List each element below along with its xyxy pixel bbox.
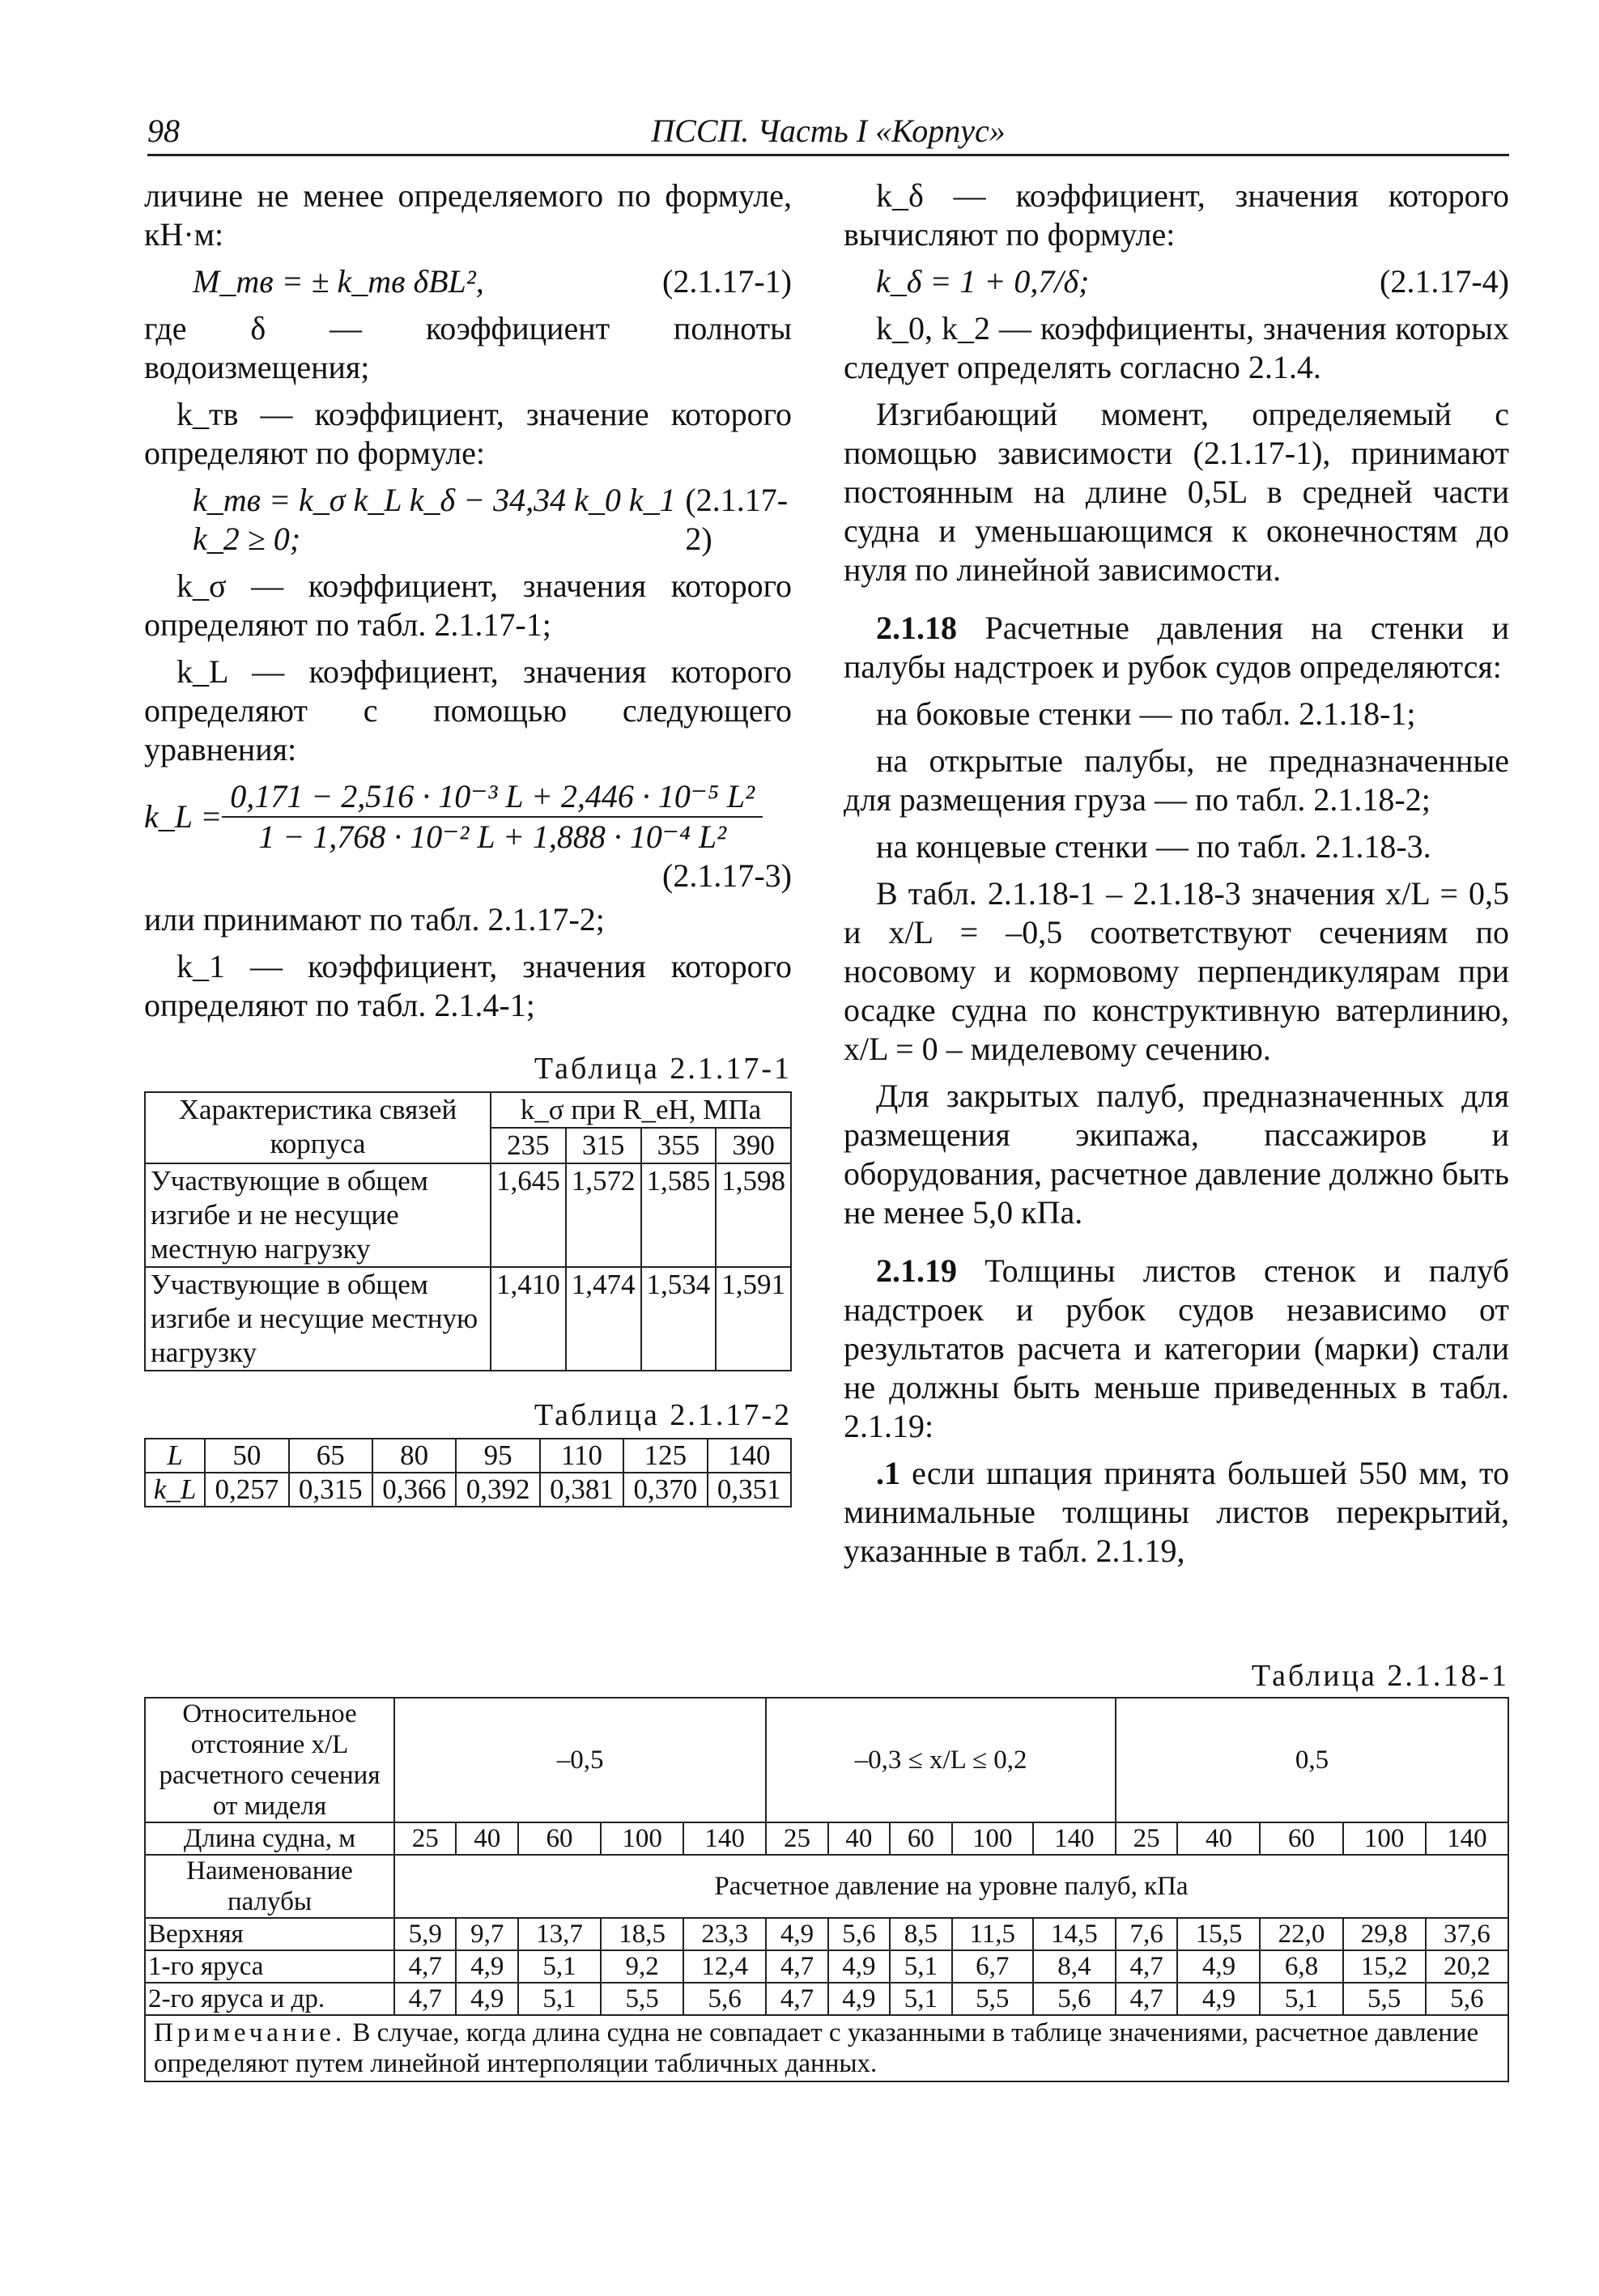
table-cell: 6,7 — [952, 1950, 1033, 1983]
table-cell: 5,1 — [518, 1950, 601, 1983]
table-cell: 5,5 — [601, 1983, 683, 2015]
table-cell: 9,2 — [601, 1950, 683, 1983]
table-cell: 5,5 — [952, 1983, 1033, 2015]
table-row — [145, 1822, 1508, 1855]
table-2-1-18-1 — [144, 1697, 1509, 2082]
table-cell: 140 — [1033, 1822, 1116, 1855]
table-caption: Таблица 2.1.17-1 — [534, 1052, 792, 1086]
table-row — [145, 1439, 791, 1473]
table-cell: 0,257 — [205, 1473, 288, 1507]
table-cell: 8,4 — [1033, 1950, 1116, 1983]
table-cell: 15,5 — [1177, 1918, 1260, 1950]
table-cell: 2-го яруса и др. — [145, 1983, 394, 2015]
paragraph: личине не менее определяемого по формуле, кН·м: — [144, 177, 792, 253]
paragraph: k_δ — коэффициент, значения которого вычисляют по формуле: — [844, 177, 1509, 253]
table-cell: 8,5 — [890, 1918, 951, 1950]
table-cell: 25 — [1116, 1822, 1177, 1855]
clause-1 — [844, 1454, 1509, 1571]
page-number: 98 — [147, 113, 180, 149]
table-note-row — [145, 2015, 1508, 2081]
table-cell: 4,7 — [394, 1983, 456, 2015]
table-cell: 100 — [952, 1822, 1033, 1855]
clause-text: если шпация принята большей 550 мм, то минимальные толщины листов перекрытий, указанные в табл. 2.1.19, — [844, 1455, 1509, 1569]
table-cell: 18,5 — [601, 1918, 683, 1950]
table-cell: 4,9 — [1177, 1950, 1260, 1983]
formula-numerator: 0,171 − 2,516 · 10⁻³ L + 2,446 · 10⁻⁵ L² — [222, 777, 763, 818]
table-cell: 1,410 — [491, 1267, 566, 1371]
section-text: Расчетные давления на стенки и палубы надстроек и рубок судов определяются: — [844, 610, 1509, 685]
table-row — [145, 1163, 791, 1267]
paragraph: k_σ — коэффициент, значения которого определяют по табл. 2.1.17-1; — [144, 568, 792, 643]
table-2-1-18-1-block — [144, 1658, 1509, 2082]
table-header: Наименование палубы — [145, 1855, 394, 1918]
table-cell: 11,5 — [952, 1918, 1033, 1950]
table-cell: 65 — [289, 1439, 372, 1473]
table-cell: 95 — [456, 1439, 539, 1473]
table-cell: 25 — [766, 1822, 827, 1855]
formula-number: (2.1.17-2) — [685, 482, 789, 557]
table-cell: 5,6 — [828, 1918, 890, 1950]
table-cell: 60 — [1260, 1822, 1342, 1855]
table-header: 355 — [641, 1128, 717, 1163]
table-row — [145, 1918, 1508, 1950]
table-cell: 1,572 — [566, 1163, 641, 1267]
section-2-1-19 — [844, 1252, 1509, 1446]
table-header: k_σ при R_eH, МПа — [491, 1092, 791, 1128]
formula-2-1-17-3 — [144, 777, 792, 857]
table-cell: 4,9 — [828, 1983, 890, 2015]
table-cell: 50 — [205, 1439, 288, 1473]
running-title: ПССП. Часть I «Корпус» — [651, 113, 1006, 149]
table-cell: 4,9 — [828, 1950, 890, 1983]
paragraph: или принимают по табл. 2.1.17-2; — [144, 901, 605, 938]
table-cell: k_L — [145, 1473, 205, 1507]
table-cell: 125 — [623, 1439, 707, 1473]
table-2-1-17-2 — [144, 1438, 792, 1507]
table-cell: 1,645 — [491, 1163, 566, 1267]
table-header: 390 — [716, 1128, 791, 1163]
table-cell: 5,1 — [518, 1983, 601, 2015]
table-header: 315 — [566, 1128, 641, 1163]
table-caption: Таблица 2.1.17-2 — [534, 1398, 792, 1432]
right-column — [844, 176, 1509, 1579]
section-number: 2.1.18 — [876, 610, 957, 646]
table-row — [145, 1267, 791, 1371]
formula-expression: k_тв = k_σ k_L k_δ − 34,34 k_0 k_1 k_2 ≥ 0; — [193, 482, 676, 557]
table-cell: 37,6 — [1426, 1918, 1508, 1950]
paragraph: k_L — коэффициент, значения которого определяют с помощью следующего уравнения: — [144, 653, 792, 767]
table-header: 235 — [491, 1128, 566, 1163]
table-cell: Верхняя — [145, 1918, 394, 1950]
table-cell: 20,2 — [1426, 1950, 1508, 1983]
paragraph: k_1 — коэффициент, значения которого определяют по табл. 2.1.4-1; — [144, 948, 792, 1023]
table-cell: 40 — [828, 1822, 890, 1855]
table-header: Относительное отстояние x/L расчетного сечения от миделя — [145, 1698, 394, 1822]
note-text: В случае, когда длина судна не совпадает с указанными в таблице значениями, расчетное давление определяют путем линейной интерполяции табличных данных. — [154, 2018, 1479, 2078]
table-row — [145, 1950, 1508, 1983]
paragraph: Изгибающий момент, определяемый с помощью зависимости (2.1.17-1), принимают постоянным на длине 0,5L в средней части судна и уменьшающимся к оконечностям до нуля по линейной зависимости. — [844, 396, 1509, 588]
table-cell: 0,392 — [456, 1473, 539, 1507]
table-cell: 140 — [708, 1439, 791, 1473]
table-cell: 1-го яруса — [145, 1950, 394, 1983]
table-header: Расчетное давление на уровне палуб, кПа — [394, 1855, 1508, 1918]
table-header: Характеристика связей корпуса — [145, 1092, 491, 1163]
table-caption: Таблица 2.1.18-1 — [1251, 1659, 1509, 1693]
table-cell: 4,9 — [766, 1918, 827, 1950]
table-cell: 4,9 — [456, 1983, 517, 2015]
table-cell: 40 — [456, 1822, 517, 1855]
running-header — [147, 112, 1509, 156]
table-cell: 13,7 — [518, 1918, 601, 1950]
clause-number: .1 — [876, 1455, 900, 1491]
table-cell: 100 — [1343, 1822, 1426, 1855]
table-cell: 60 — [518, 1822, 601, 1855]
table-cell: 140 — [1426, 1822, 1508, 1855]
table-cell: 0,370 — [623, 1473, 707, 1507]
table-header: Длина судна, м — [145, 1822, 394, 1855]
table-cell: 60 — [890, 1822, 951, 1855]
formula-number: (2.1.17-1) — [662, 263, 792, 300]
table-cell: 1,534 — [641, 1267, 717, 1371]
note-label: Примечание. — [154, 2018, 347, 2047]
table-cell: 140 — [683, 1822, 766, 1855]
table-cell: 5,5 — [1343, 1983, 1426, 2015]
table-cell: 40 — [1177, 1822, 1260, 1855]
formula-2-1-17-4 — [844, 262, 1509, 301]
table-cell: 9,7 — [456, 1918, 517, 1950]
formula-number: (2.1.17-3) — [662, 857, 792, 894]
table-cell: 4,9 — [456, 1950, 517, 1983]
table-cell: 5,1 — [890, 1950, 951, 1983]
paragraph: где δ — коэффициент полноты водоизмещения; — [144, 310, 792, 385]
formula-number: (2.1.17-4) — [1380, 263, 1509, 300]
formula-2-1-17-2 — [144, 481, 792, 559]
table-cell: 5,1 — [1260, 1983, 1342, 2015]
table-cell: 0,315 — [289, 1473, 372, 1507]
table-cell: 80 — [372, 1439, 456, 1473]
paragraph: на концевые стенки — по табл. 2.1.18-3. — [876, 828, 1431, 865]
table-cell: 25 — [394, 1822, 456, 1855]
table-cell: 12,4 — [683, 1950, 766, 1983]
table-header: 0,5 — [1116, 1698, 1508, 1822]
table-header: –0,3 ≤ x/L ≤ 0,2 — [766, 1698, 1116, 1822]
table-row — [145, 1983, 1508, 2015]
paragraph: k_0, k_2 — коэффициенты, значения которых следует определять согласно 2.1.4. — [844, 310, 1509, 385]
table-cell: 5,6 — [683, 1983, 766, 2015]
table-cell: 4,7 — [1116, 1950, 1177, 1983]
table-cell: 110 — [540, 1439, 623, 1473]
table-cell: 0,366 — [372, 1473, 456, 1507]
paragraph: на боковые стенки — по табл. 2.1.18-1; — [876, 695, 1416, 732]
table-cell: 1,598 — [716, 1163, 791, 1267]
paragraph: k_тв — коэффициент, значение которого определяют по формуле: — [144, 396, 792, 471]
left-column — [144, 176, 792, 1507]
section-2-1-18 — [844, 609, 1509, 687]
formula-expression: M_тв = ± k_тв δBL², — [193, 263, 484, 300]
table-cell: 23,3 — [683, 1918, 766, 1950]
table-header: –0,5 — [394, 1698, 766, 1822]
table-cell: 4,7 — [1116, 1983, 1177, 2015]
table-cell: 6,8 — [1260, 1950, 1342, 1983]
formula-lhs: k_L = — [144, 798, 223, 835]
section-number: 2.1.19 — [876, 1252, 957, 1289]
table-cell: 4,7 — [766, 1950, 827, 1983]
formula-expression: k_δ = 1 + 0,7/δ; — [876, 263, 1090, 300]
formula-2-1-17-1 — [144, 262, 792, 301]
table-cell: 7,6 — [1116, 1918, 1177, 1950]
table-note — [145, 2015, 1508, 2081]
table-2-1-17-1 — [144, 1091, 792, 1371]
table-cell: 1,591 — [716, 1267, 791, 1371]
table-cell: Участвующие в общем изгибе и не несущие местную нагрузку — [145, 1163, 491, 1267]
table-cell: 5,6 — [1033, 1983, 1116, 2015]
table-cell: 5,6 — [1426, 1983, 1508, 2015]
formula-denominator: 1 − 1,768 · 10⁻² L + 1,888 · 10⁻⁴ L² — [258, 818, 727, 855]
table-cell: 1,585 — [641, 1163, 717, 1267]
paragraph: В табл. 2.1.18-1 – 2.1.18-3 значения x/L = 0,5 и x/L = –0,5 соответствуют сечениям по носовому и кормовому перпендикулярам при осадке судна по конструктивную ватерлинию, x/L = 0 – миделевому сечению. — [844, 875, 1509, 1067]
table-cell: 4,9 — [1177, 1983, 1260, 2015]
table-row — [145, 1473, 791, 1507]
table-cell: 5,9 — [394, 1918, 456, 1950]
table-cell: 1,474 — [566, 1267, 641, 1371]
table-cell: 100 — [601, 1822, 683, 1855]
table-cell: Участвующие в общем изгибе и несущие местную нагрузку — [145, 1267, 491, 1371]
paragraph: на открытые палубы, не предназначенные для размещения груза — по табл. 2.1.18-2; — [844, 742, 1509, 818]
table-cell: 4,7 — [766, 1983, 827, 2015]
paragraph: Для закрытых палуб, предназначенных для размещения экипажа, пассажиров и оборудования, расчетное давление должно быть не менее 5,0 кПа. — [844, 1078, 1509, 1231]
section-text: Толщины листов стенок и палуб надстроек и рубок судов независимо от результатов расчета и категории (марки) стали не должны быть меньше приведенных в табл. 2.1.19: — [844, 1252, 1509, 1444]
table-cell: 22,0 — [1260, 1918, 1342, 1950]
table-cell: 4,7 — [394, 1950, 456, 1983]
table-cell: 0,351 — [708, 1473, 791, 1507]
table-cell: 15,2 — [1343, 1950, 1426, 1983]
table-cell: 14,5 — [1033, 1918, 1116, 1950]
table-cell: 5,1 — [890, 1983, 951, 2015]
table-cell: 29,8 — [1343, 1918, 1426, 1950]
table-cell: L — [145, 1439, 205, 1473]
table-cell: 0,381 — [540, 1473, 623, 1507]
